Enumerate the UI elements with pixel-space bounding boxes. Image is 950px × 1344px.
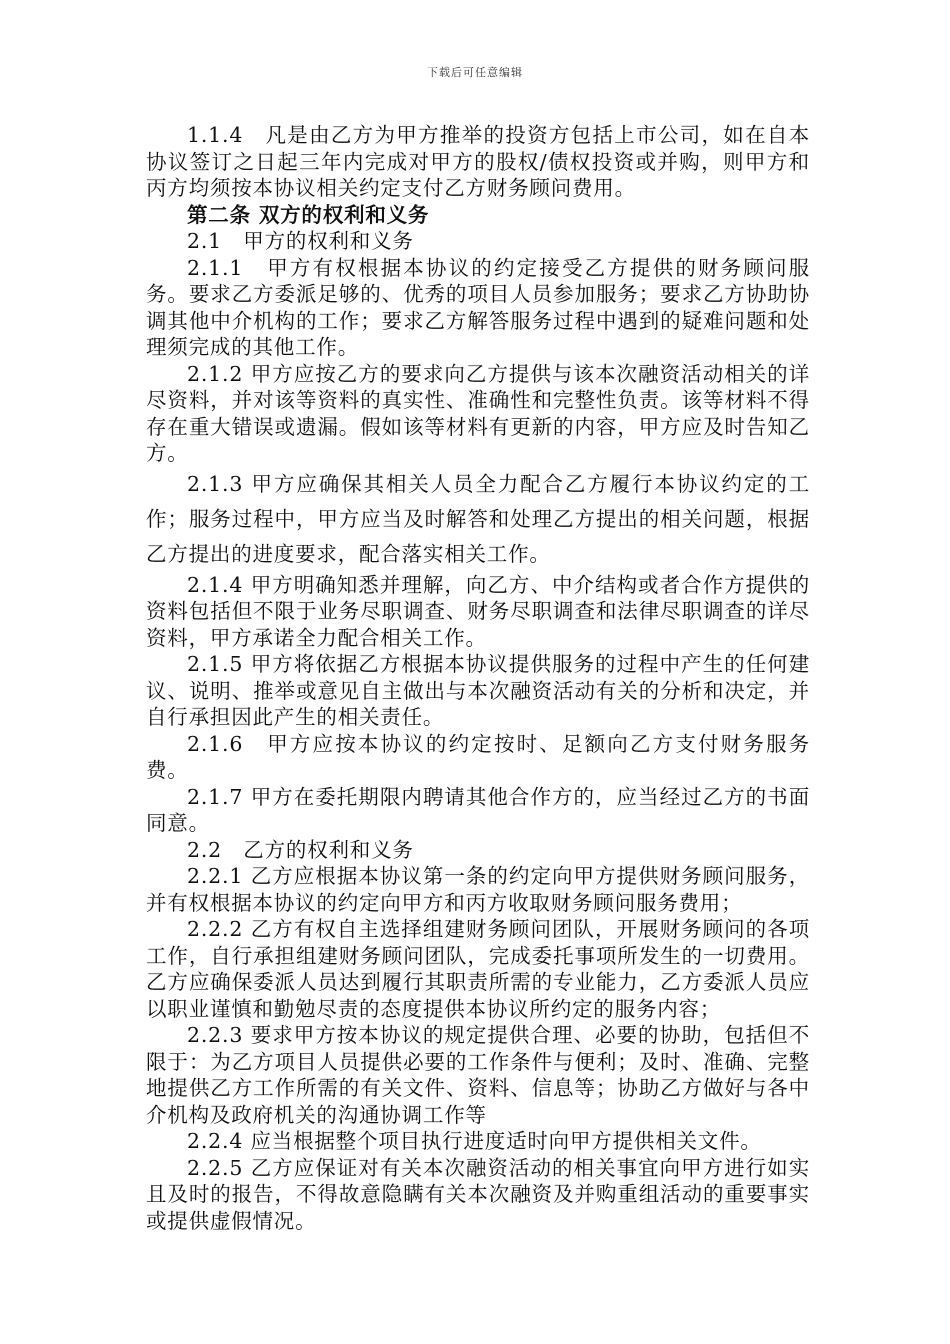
clause-2-1-5: 2.1.5 甲方将依据乙方根据本协议提供服务的过程中产生的任何建议、说明、推举或意见自主做出与本次融资活动有关的分析和决定，并自行承担因此产生的相关责任。 — [146, 652, 810, 729]
clause-2-2-2: 2.2.2 乙方有权自主选择组建财务顾问团队，开展财务顾问的各项工作，自行承担组建财务顾问团队，完成委托事项所发生的一切费用。乙方应确保委派人员达到履行其职责所需的专业能力，乙方委派人员应以职业谨慎和勤勉尽责的态度提供本协议所约定的服务内容； — [146, 917, 810, 1021]
clause-2-2-1: 2.2.1 乙方应根据本协议第一条的约定向甲方提供财务顾问服务，并有权根据本协议的约定向甲方和丙方收取财务顾问服务费用； — [146, 864, 810, 915]
clause-2-2-4: 2.2.4 应当根据整个项目执行进度适时向甲方提供相关文件。 — [187, 1129, 762, 1153]
clause-2-1-4: 2.1.4 甲方明确知悉并理解，向乙方、中介结构或者合作方提供的资料包括但不限于业务尽职调查、财务尽职调查和法律尽职调查的详尽资料，甲方承诺全力配合相关工作。 — [146, 572, 810, 650]
section-2-1-heading: 2.1 甲方的权利和义务 — [187, 229, 414, 253]
document-body — [146, 122, 810, 1234]
clause-2-1-3: 2.1.3 甲方应确保其相关人员全力配合乙方履行本协议约定的工作；服务过程中，甲方应当及时解答和处理乙方提出的相关问题，根据乙方提出的进度要求，配合落实相关工作。 — [146, 471, 810, 566]
clause-2-1-1: 2.1.1 甲方有权根据本协议的约定接受乙方提供的财务顾问服务。要求乙方委派足够的、优秀的项目人员参加服务；要求乙方协助协调其他中介机构的工作；要求乙方解答服务过程中遇到的疑难问题和处理须完成的其他工作。 — [146, 255, 810, 359]
clause-2-2-3: 2.2.3 要求甲方按本协议的规定提供合理、必要的协助，包括但不限于：为乙方项目人员提供必要的工作条件与便利；及时、准确、完整地提供乙方工作所需的有关文件、资料、信息等；协助乙方做好与各中介机构及政府机关的沟通协调工作等 — [146, 1023, 810, 1127]
article-2-heading: 第二条 双方的权利和义务 — [187, 202, 430, 227]
section-2-2-heading: 2.2 乙方的权利和义务 — [187, 837, 414, 862]
clause-1-1-4: 1.1.4 凡是由乙方为甲方推举的投资方包括上市公司，如在自本协议签订之日起三年内完成对甲方的股权/债权投资或并购，则甲方和丙方均须按本协议相关约定支付乙方财务顾问费用。 — [146, 123, 810, 200]
clause-2-1-7: 2.1.7 甲方在委托期限内聘请其他合作方的，应当经过乙方的书面同意。 — [146, 784, 810, 835]
page-header-note: 下载后可任意编辑 — [427, 66, 523, 79]
clause-2-1-2: 2.1.2 甲方应按乙方的要求向乙方提供与该本次融资活动相关的详尽资料，并对该等资料的真实性、准确性和完整性负责。该等材料不得存在重大错误或遗漏。假如该等材料有更新的内容，甲方应及时告知乙方。 — [146, 361, 810, 465]
clause-2-2-5: 2.2.5 乙方应保证对有关本次融资活动的相关事宜向甲方进行如实且及时的报告，不得故意隐瞒有关本次融资及并购重组活动的重要事实或提供虚假情况。 — [146, 1155, 810, 1233]
clause-2-1-6: 2.1.6 甲方应按本协议的约定按时、足额向乙方支付财务服务费。 — [146, 731, 810, 782]
